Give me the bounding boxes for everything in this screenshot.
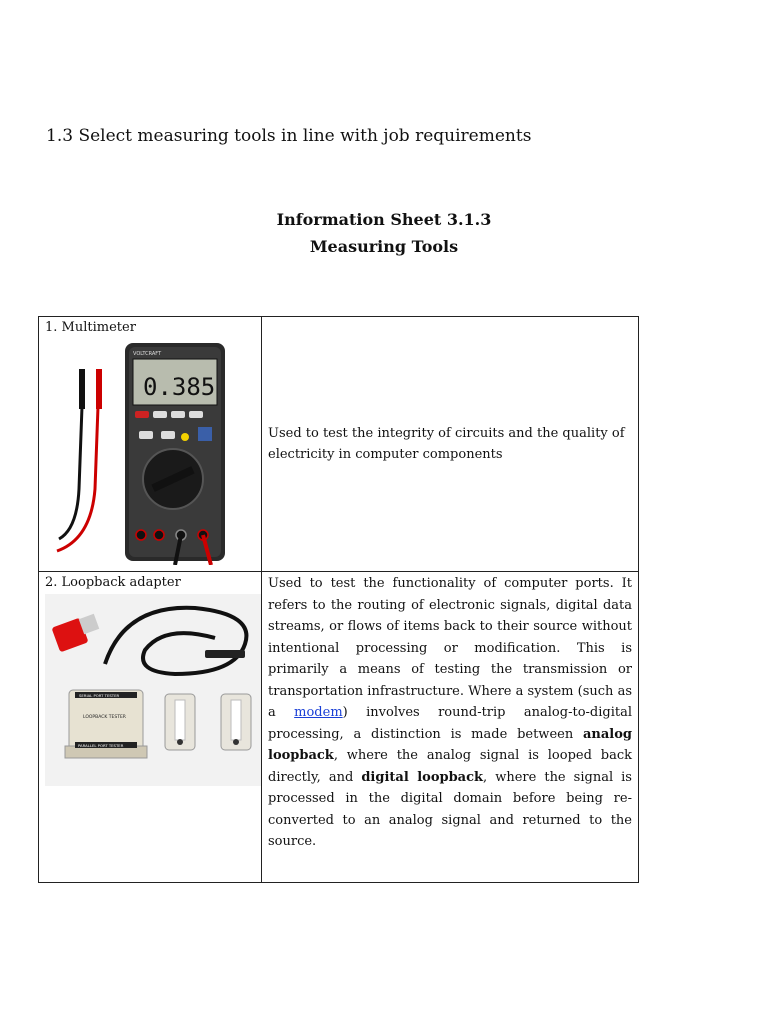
tool-label: 2. Loopback adapter [45,575,181,590]
tester-label-parallel: PARALLEL PORT TESTER [78,743,124,748]
multimeter-brand: VOLTCRAFT [133,351,162,357]
tools-table [38,316,639,883]
modem-link[interactable]: modem [294,705,343,720]
sheet-title-line2: Measuring Tools [309,237,459,256]
term-analog-loopback: analog loopback [268,726,632,763]
loopback-adapter-image [45,594,261,786]
tester-label-serial: SERIAL PORT TESTER [79,693,120,698]
sheet-title [0,206,768,260]
tool-cell-loopback [39,572,262,883]
section-heading: 1.3 Select measuring tools in line with job requirements [46,126,532,146]
tool-cell-multimeter [39,317,262,572]
tool-label: 1. Multimeter [45,320,136,335]
desc-text: Used to test the functionality of computer ports. It refers to the routing of electronic signals, digital data streams, or flows of items back to their source without intentional processing or modification. This is primarily a means of testing the transmission or transportation infrastructure. Where a system (such as a [268,576,632,720]
table-row [39,317,639,572]
table-row [39,572,639,883]
tool-description-cell [262,317,639,572]
tester-label-loopback: LOOPBACK TESTER [83,715,126,720]
multimeter-image [53,339,233,565]
tool-description-cell [262,572,639,883]
tool-description [262,572,638,853]
desc-text: ) involves round-trip analog-to-digital processing, a distinction is made between [268,705,633,742]
desc-text: , where the analog signal is looped back directly, and [268,748,632,785]
tool-description: Used to test the integrity of circuits and the quality of electricity in computer components [268,426,625,462]
sheet-title-line1: Information Sheet 3.1.3 [276,210,492,229]
term-digital-loopback: digital loopback [361,769,484,785]
multimeter-readout: 0.385 [143,373,216,401]
desc-text: , where the signal is processed in the digital domain before being re-converted to an analog signal and returned to the source. [268,769,632,849]
